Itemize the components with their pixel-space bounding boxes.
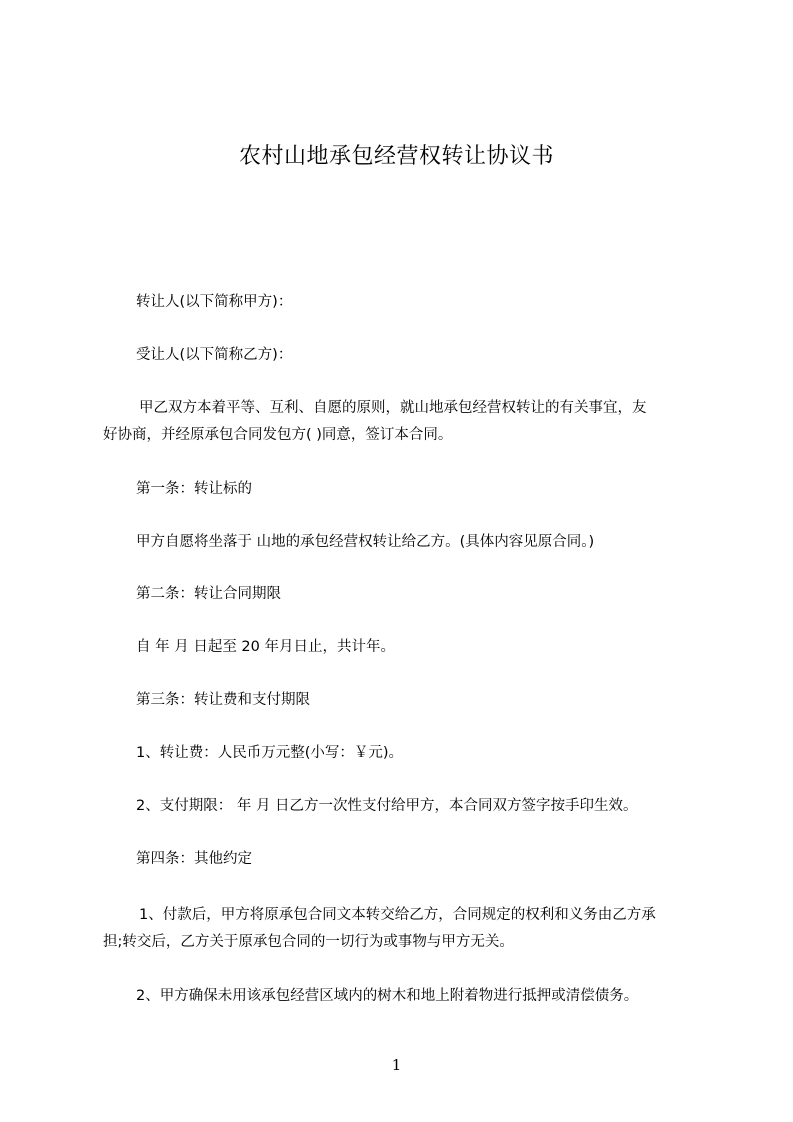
article-2-body: 自 年 月 日起至 20 年月日止，共计年。 <box>136 639 395 655</box>
transferor-line: 转让人(以下简称甲方)： <box>136 294 293 310</box>
intro-line-2: 好协商，并经原承包合同发包方( )同意，签订本合同。 <box>103 427 453 443</box>
document-title: 农村山地承包经营权转让协议书 <box>238 144 554 169</box>
intro-paragraph <box>103 397 703 446</box>
article-4-item-1-line-1: 1、付款后，甲方将原承包合同文本转交给乙方，合同规定的权利和义务由乙方承 <box>139 907 656 923</box>
article-2-heading: 第二条：转让合同期限 <box>136 586 281 602</box>
article-1-heading: 第一条：转让标的 <box>136 481 252 497</box>
article-1-body: 甲方自愿将坐落于 山地的承包经营权转让给乙方。(具体内容见原合同。) <box>136 534 595 550</box>
article-3-item-2: 2、支付期限： 年 月 日乙方一次性支付给甲方，本合同双方签字按手印生效。 <box>136 798 638 814</box>
intro-line-1: 甲乙双方本着平等、互利、自愿的原则，就山地承包经营权转让的有关事宜，友 <box>139 400 647 416</box>
article-4-heading: 第四条：其他约定 <box>136 851 252 867</box>
article-3-heading: 第三条：转让费和支付期限 <box>136 692 310 708</box>
article-3-item-1: 1、转让费：人民币万元整(小写：￥元)。 <box>136 745 404 761</box>
article-4-item-2: 2、甲方确保未用该承包经营区域内的树木和地上附着物进行抵押或清偿债务。 <box>136 988 639 1004</box>
article-4-item-1-line-2: 担;转交后，乙方关于原承包合同的一切行为或事物与甲方无关。 <box>103 934 514 950</box>
article-4-item-1 <box>103 904 703 953</box>
page-number: 1 <box>391 1056 402 1074</box>
transferee-line: 受让人(以下简称乙方)： <box>136 347 293 363</box>
